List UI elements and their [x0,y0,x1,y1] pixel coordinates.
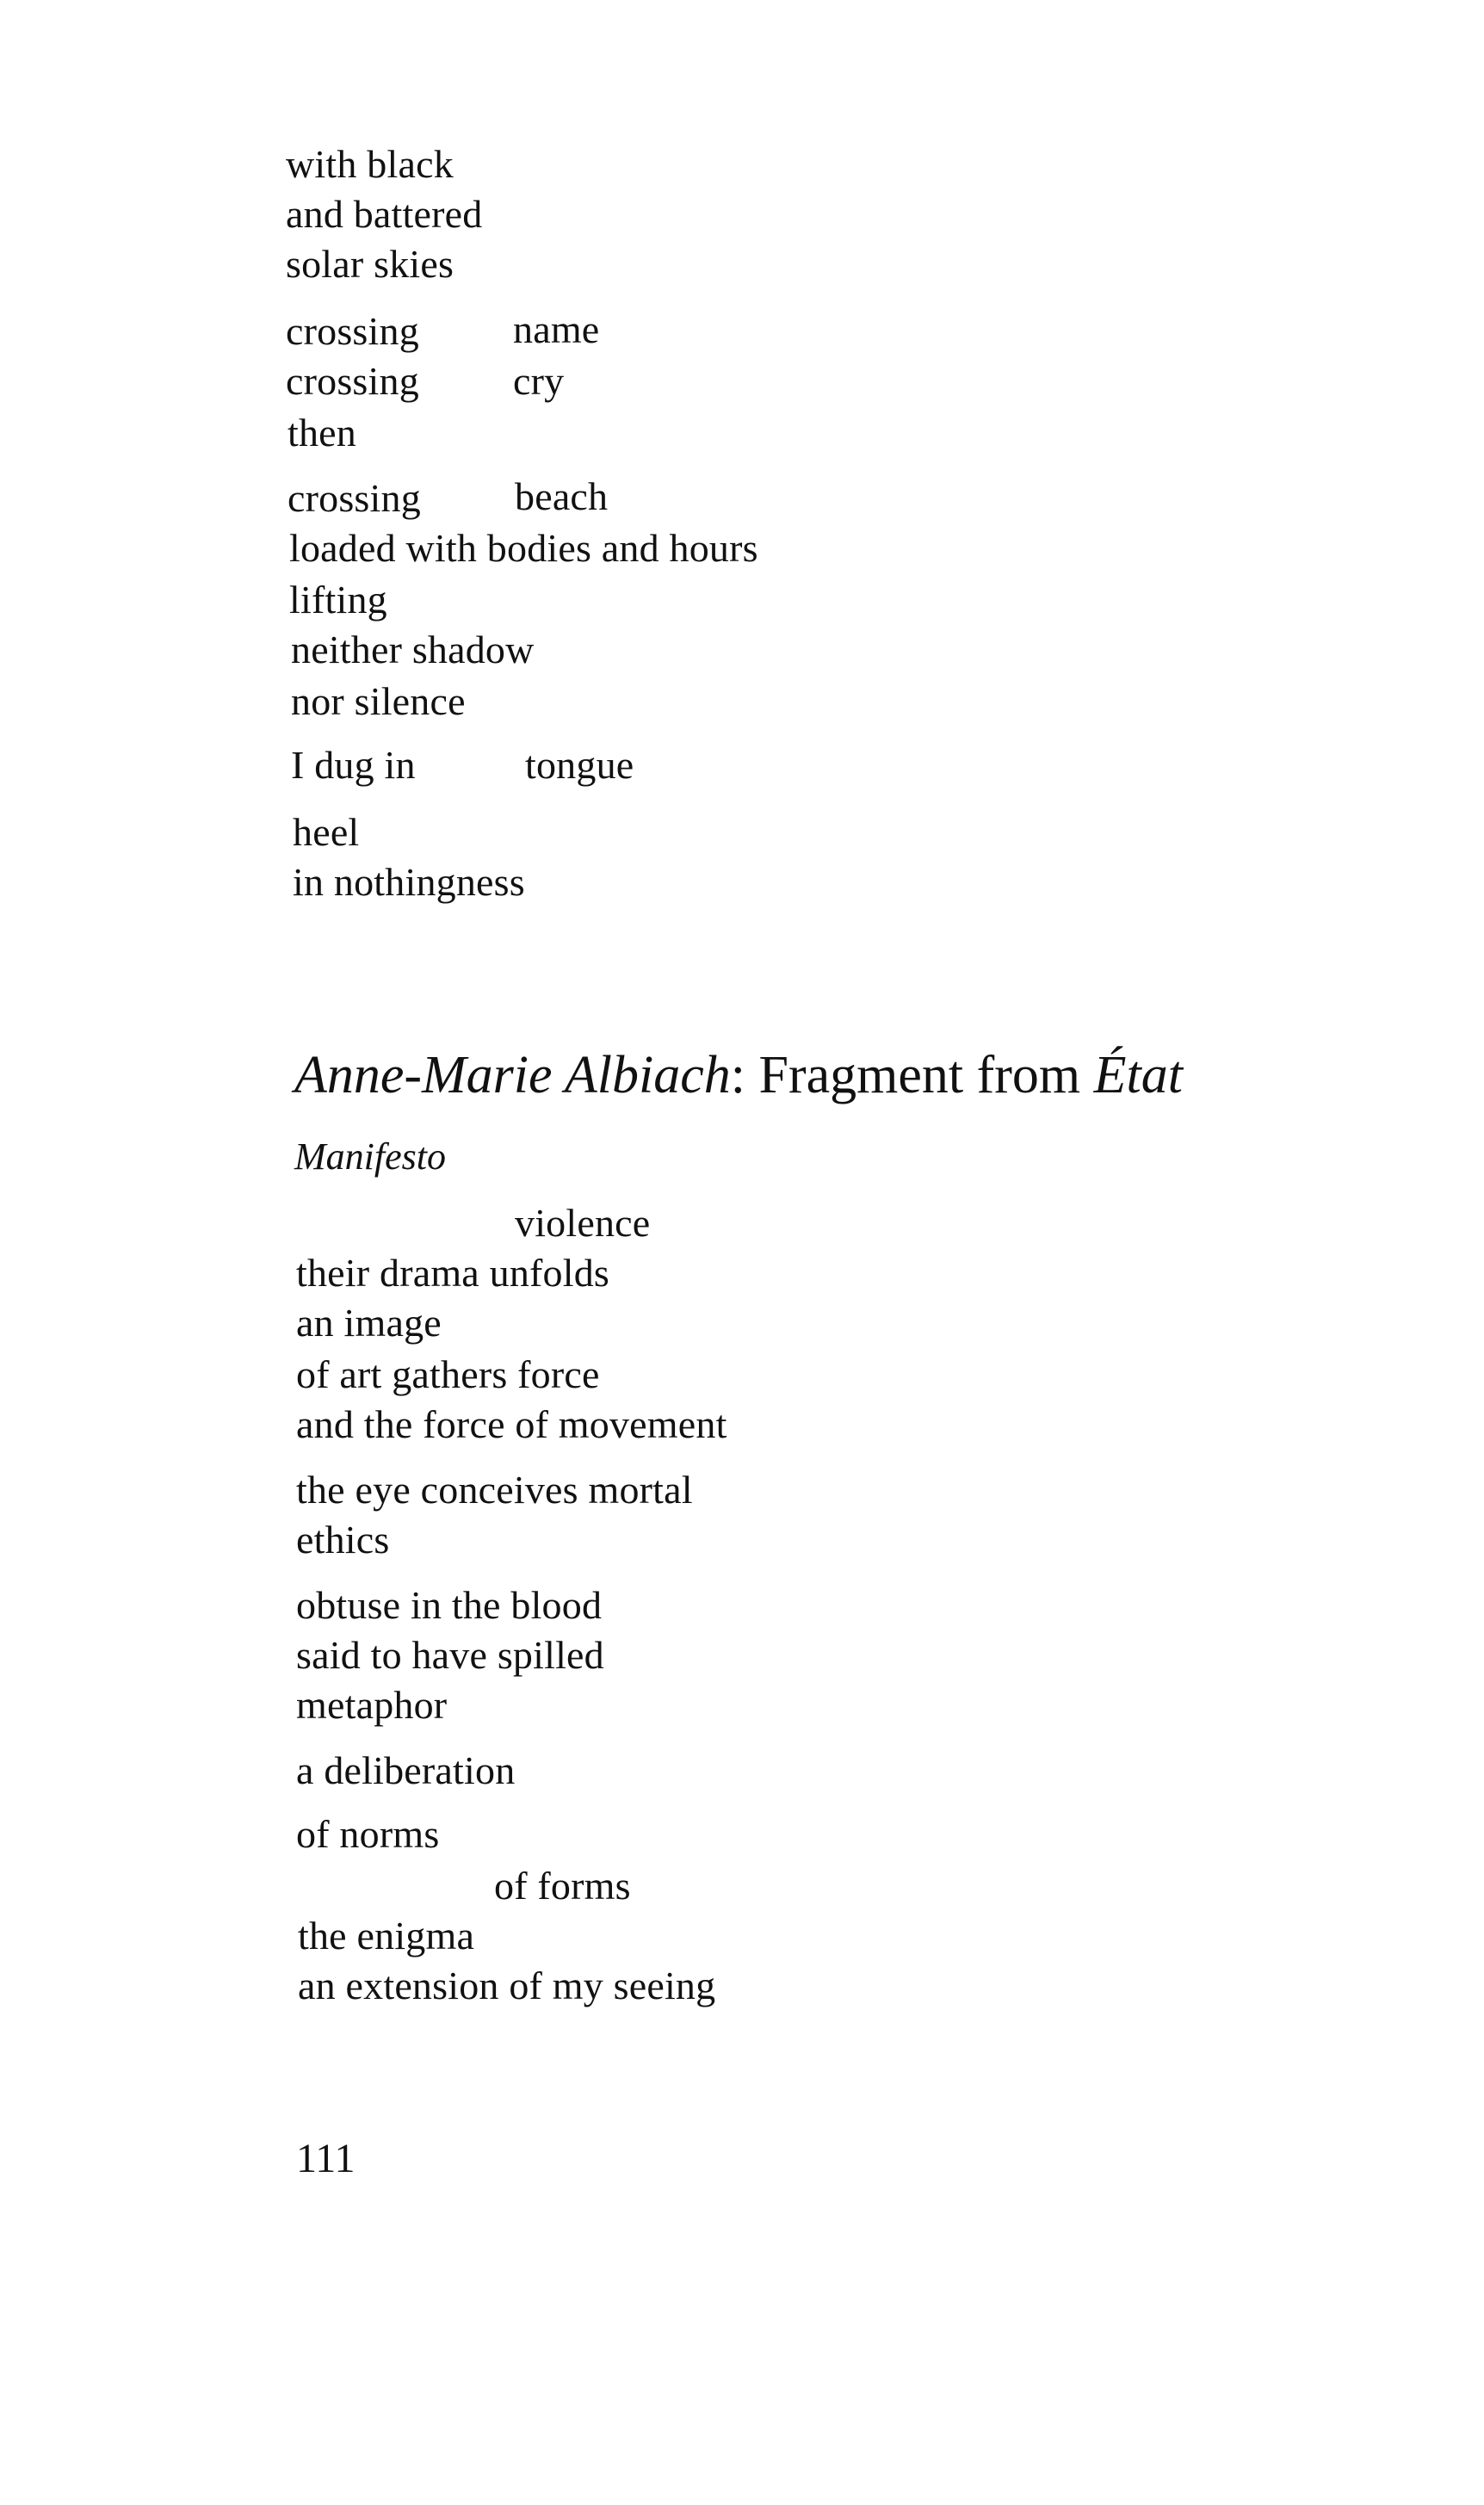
poem-line: violence [515,1201,651,1245]
title-separator: : [730,1046,746,1104]
author-name: Anne-Marie Albiach [294,1046,731,1104]
poem-line: cry [513,359,565,403]
poem-line: and the force of movement [296,1402,727,1446]
poem-line: said to have spilled [296,1633,604,1677]
poem-line: crossing [286,359,419,403]
poem-line: of art gathers force [296,1352,600,1396]
poem-line: nor silence [291,679,466,723]
poem-line: an image [296,1301,442,1345]
poem-line: beach [515,474,609,518]
poem-line: crossing [288,476,421,520]
title-text: Fragment from [758,1046,1081,1104]
poem-line: ethics [296,1518,390,1562]
poem-line: the enigma [298,1914,475,1958]
poem-line: of forms [494,1864,631,1908]
poem-line: an extension of my seeing [298,1964,716,2007]
poem-line: loaded with bodies and hours [289,526,758,570]
poem-line: heel [293,810,360,854]
section-title [294,1048,1183,1102]
poem-line: their drama unfolds [296,1251,610,1295]
section-subtitle: Manifesto [294,1135,446,1178]
poem-line: in nothingness [293,860,525,904]
poem-line: neither shadow [291,628,535,671]
poem-line: the eye conceives mortal [296,1468,693,1512]
poem-line: obtuse in the blood [296,1583,603,1627]
poem-line: with black [286,142,454,186]
page-number: 111 [296,2136,356,2181]
poem-line: name [513,307,600,351]
poem-line: tongue [525,743,634,787]
poem-line: a deliberation [296,1748,516,1792]
poem-line: lifting [289,578,387,622]
title-work: État [1093,1046,1183,1104]
poem-line: crossing [286,309,419,353]
poem-line: of norms [296,1812,440,1856]
poem-line: metaphor [296,1683,448,1727]
poem-line: and battered [286,192,483,236]
poem-line: solar skies [286,242,454,286]
poem-line: I dug in [291,743,416,787]
poem-line: then [288,411,356,455]
